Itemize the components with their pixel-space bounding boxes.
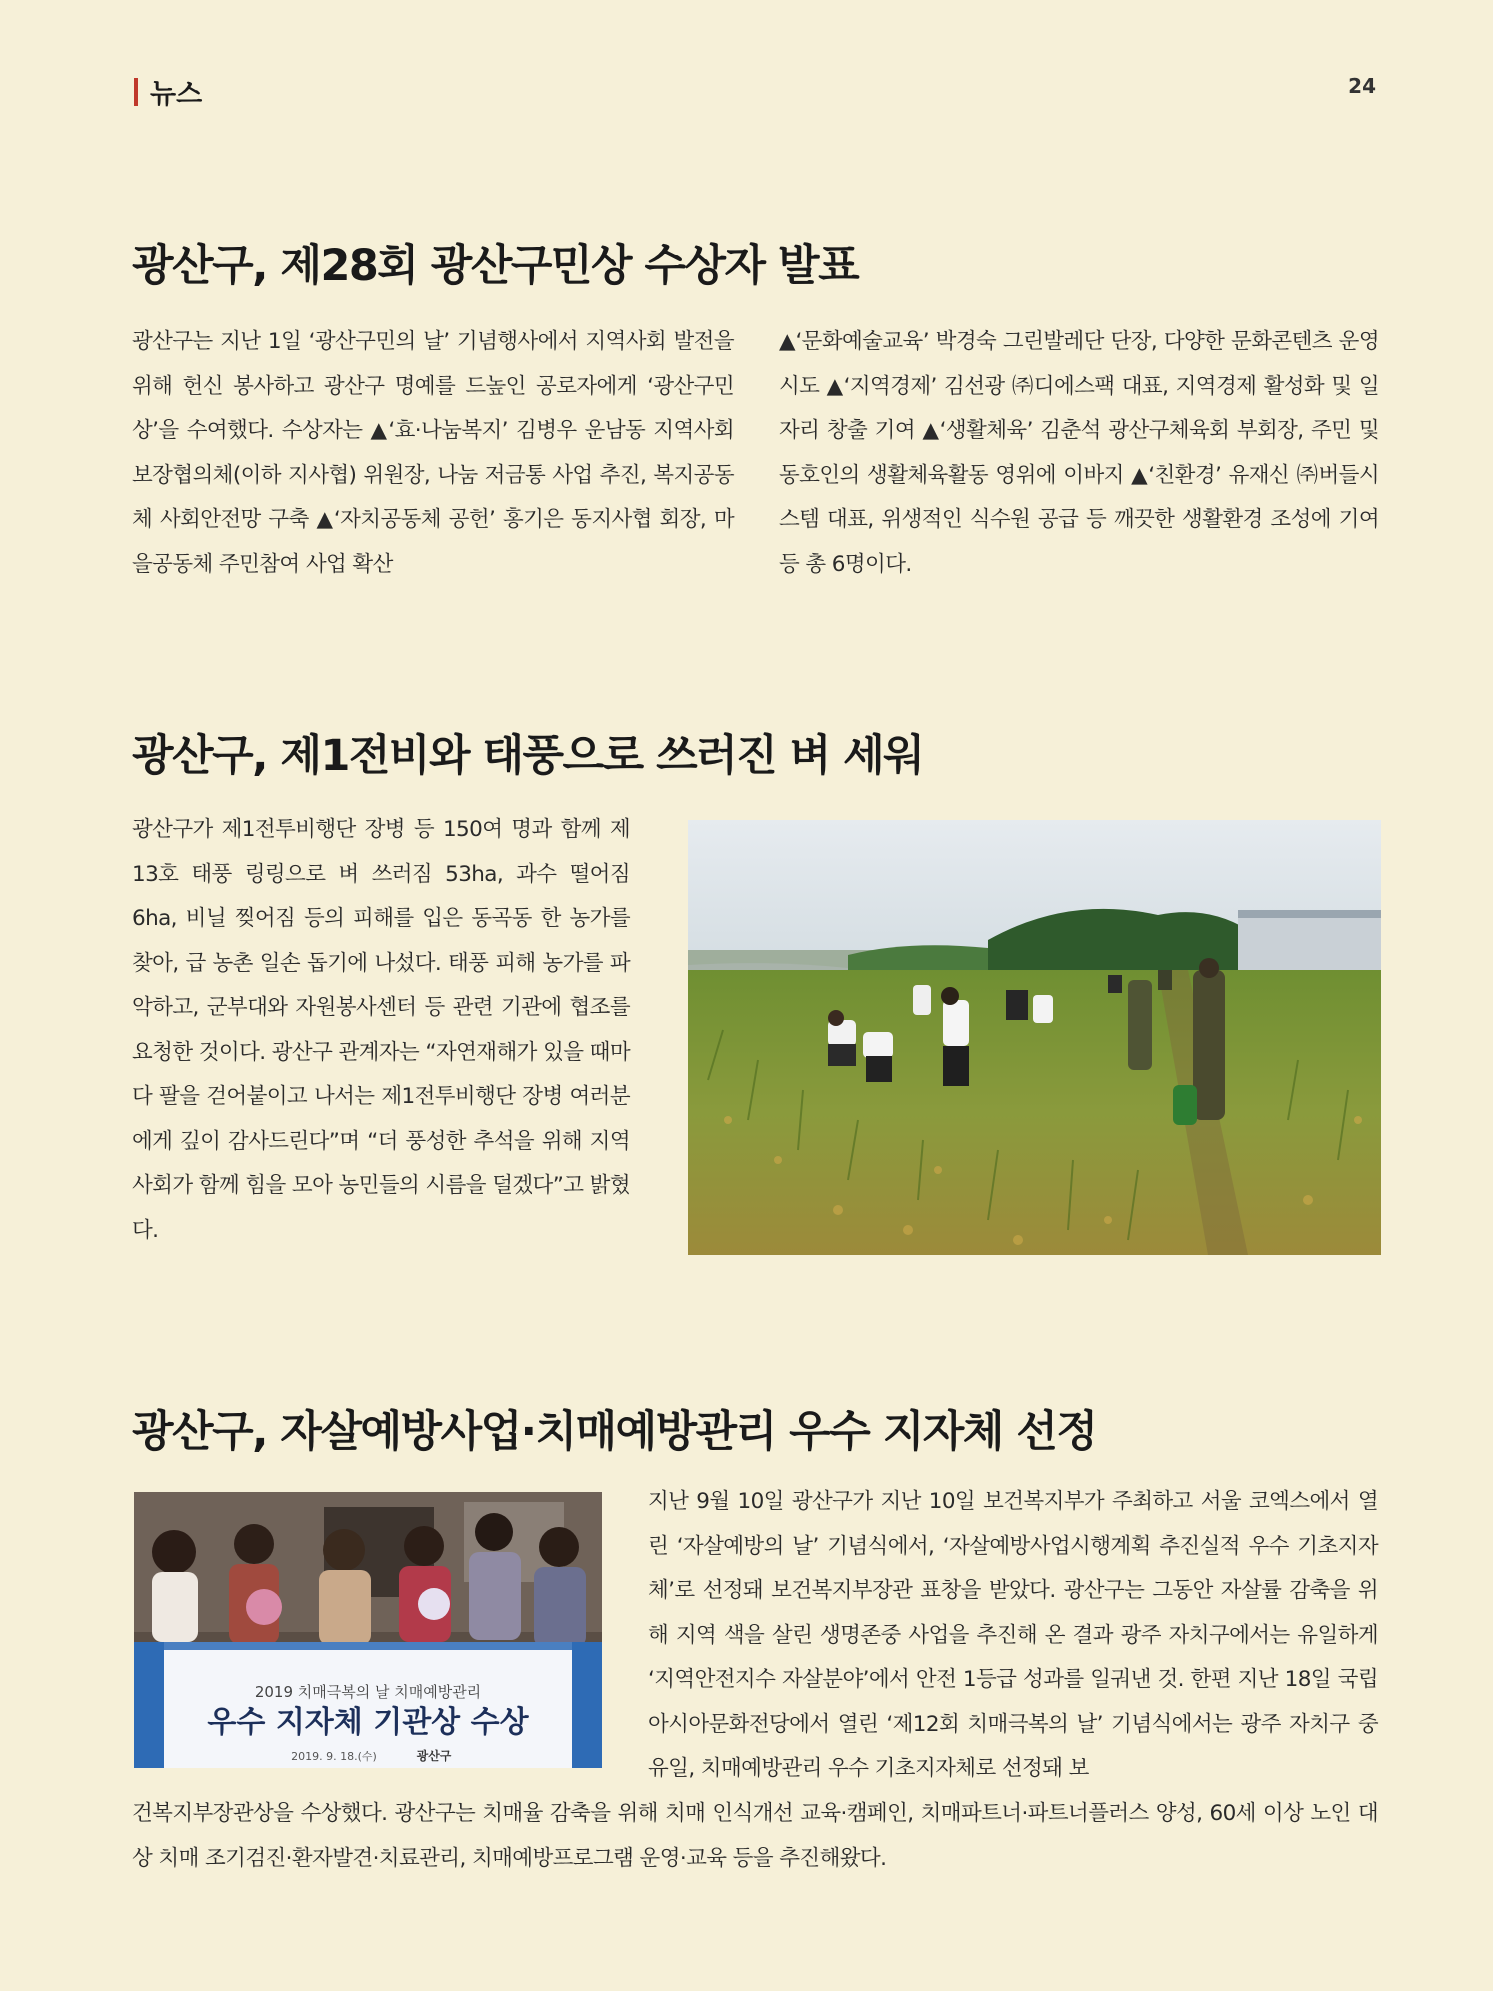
article3-body-side: 지난 9월 10일 광산구가 지난 10일 보건복지부가 주최하고 서울 코엑스에서 열린 ‘자살예방의 날’ 기념식에서, ‘자살예방사업시행계획 추진실적 우수 기초지자체’로 선정돼 보건복지부장관 표창을 받았다. 광산구는 그동안 자살률 감축을 위해 지역 색을 살린 생명존중 사업을 추진해 온 결과 광주 자치구에서는 유일하게 ‘지역안전지수 자살분야’에서 안전 1등급 성과를 일궈낸 것. 한편 지난 18일 국립아시아문화전당에서 열린 ‘제12회 치매극복의 날’ 기념식에서는 광주 자치구 중 유일, 치매예방관리 우수 기초지자체로 선정돼 보: [648, 1489, 1378, 1781]
page-number: 24: [1348, 74, 1376, 98]
banner-title: 우수 지자체 기관상 수상: [207, 1705, 529, 1740]
banner-org: 광산구: [416, 1749, 452, 1763]
banner-subtitle: 2019 치매극복의 날 치매예방관리: [254, 1683, 482, 1701]
article1-column2: ▲‘문화예술교육’ 박경숙 그린발레단 단장, 다양한 문화콘텐츠 운영 시도 ▲‘지역경제’ 김선광 ㈜디에스팩 대표, 지역경제 활성화 및 일자리 창출 기여 ▲‘생활체육’ 김춘석 광산구체육회 부회장, 주민 및 동호인의 생활체육활동 영위에 이바지 ▲‘친환경’ 유재신 ㈜버들시스템 대표, 위생적인 식수원 공급 등 깨끗한 생활환경 조성에 기여 등 총 6명이다.: [779, 329, 1379, 577]
award-group-photo: [134, 1492, 602, 1768]
article1-title: 광산구, 제28회 광산구민상 수상자 발표: [132, 241, 859, 291]
banner-date: 2019. 9. 18.(수): [291, 1750, 377, 1763]
article2-title: 광산구, 제1전비와 태풍으로 쓰러진 벼 세워: [132, 731, 924, 781]
rice-field-photo: [688, 820, 1381, 1255]
section-title: 뉴스: [150, 79, 203, 110]
article2-body: 광산구가 제1전투비행단 장병 등 150여 명과 함께 제13호 태풍 링링으로 벼 쓰러짐 53ha, 과수 떨어짐 6ha, 비닐 찢어짐 등의 피해를 입은 동곡동 한 농가를 찾아, 급 농촌 일손 돕기에 나섰다. 태풍 피해 농가를 파악하고, 군부대와 자원봉사센터 등 관련 기관에 협조를 요청한 것이다. 광산구 관계자는 “자연재해가 있을 때마다 팔을 걷어붙이고 나서는 제1전투비행단 장병 여러분에게 깊이 감사드린다”며 “더 풍성한 추석을 위해 지역사회가 함께 힘을 모아 농민들의 시름을 덜겠다”고 밝혔다.: [132, 817, 630, 1243]
article3-body-full: 건복지부장관상을 수상했다. 광산구는 치매율 감축을 위해 치매 인식개선 교육·캠페인, 치매파트너·파트너플러스 양성, 60세 이상 노인 대상 치매 조기검진·환자발견·치료관리, 치매예방프로그램 운영·교육 등을 추진해왔다.: [132, 1801, 1378, 1871]
section-label: [134, 72, 202, 111]
article1-column1: 광산구는 지난 1일 ‘광산구민의 날’ 기념행사에서 지역사회 발전을 위해 헌신 봉사하고 광산구 명예를 드높인 공로자에게 ‘광산구민상’을 수여했다. 수상자는 ▲‘효·나눔복지’ 김병우 운남동 지역사회보장협의체(이하 지사협) 위원장, 나눔 저금통 사업 추진, 복지공동체 사회안전망 구축 ▲‘자치공동체 공헌’ 홍기은 동지사협 회장, 마을공동체 주민참여 사업 확산: [132, 329, 734, 577]
article3-title: 광산구, 자살예방사업·치매예방관리 우수 지자체 선정: [132, 1407, 1097, 1457]
section-marker: [134, 78, 138, 106]
